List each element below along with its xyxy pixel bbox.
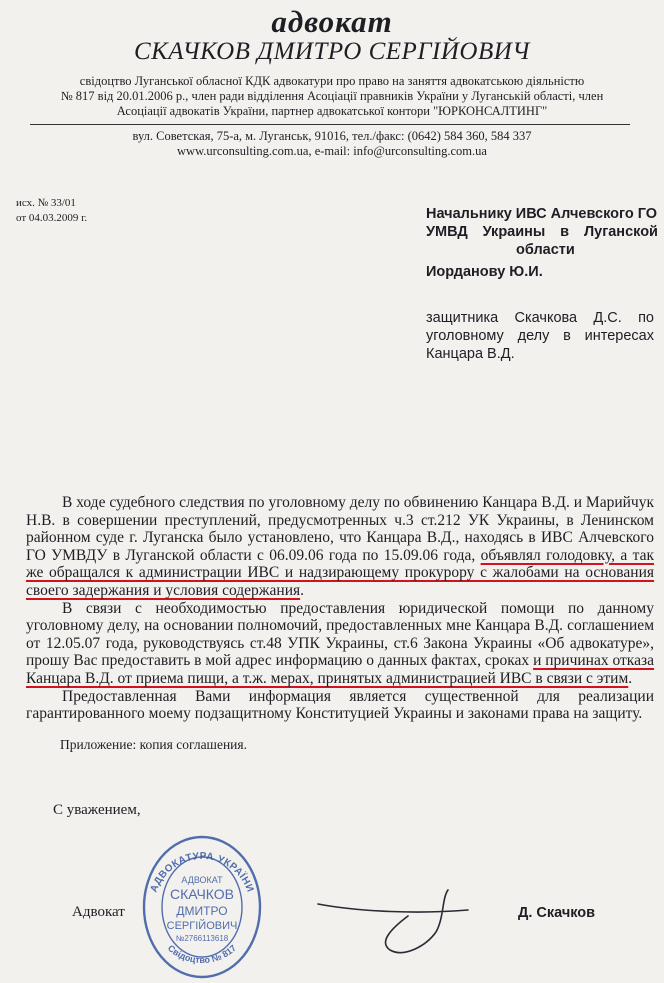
letterhead-name: СКАЧКОВ ДМИТРО СЕРГІЙОВИЧ — [133, 38, 531, 65]
reference-number: исх. № 33/01 — [16, 197, 76, 209]
outgoing-reference — [16, 196, 87, 226]
underlined-text: и причинах отказа Канцара В.Д. от приема пищи, а т.ж. мерах, принятых администрацией ИВС в связи с этим — [26, 652, 654, 687]
addressee-word: Луганской — [583, 224, 658, 240]
body-paragraph — [26, 600, 654, 688]
attachment-note: Приложение: копия соглашения. — [60, 737, 247, 752]
sender-block: защитника Скачкова Д.С. по уголовному делу в интересах Канцара В.Д. — [426, 310, 654, 362]
addressee-block — [426, 205, 658, 281]
addressee-line: области — [516, 242, 575, 258]
stamp-ring-top: АДВОКАТУРА УКРАЇНИ — [148, 850, 256, 894]
contact-address: вул. Советская, 75-а, м. Луганськ, 91016, тел./факс: (0642) 584 360, 584 337 — [132, 129, 532, 143]
stamp-ring-bottom: Свідоцтво № 817 — [165, 942, 239, 966]
letterhead-title: адвокат — [271, 4, 393, 39]
contact-web-email: www.urconsulting.com.ua, e-mail: info@urconsulting.com.ua — [177, 144, 487, 158]
body-text: В ходе судебного следствия по уголовному делу по обвинению Канцара В.Д. и Марийчук Н.В. в совершении преступлений, предусмотренных ч.3 ст.212 УК Украины, в Ленинском районном суде г. Луганска было установлено, что Канцара В.Д., находясь в ИВС Алчевского ГО УМВДУ в Луганской области с 06.09.06 года по 15.09.06 года, — [26, 494, 654, 564]
certificate-line: Асоціації адвокатів України, партнер адвокатської контори "ЮРКОНСАЛТИНГ" — [116, 104, 548, 118]
body-paragraph: Предоставленная Вами информация является существенной для реализации гарантированного моему подзащитному Конституцией Украины и законами права на защиту. — [26, 687, 654, 723]
letter-body — [26, 494, 654, 723]
addressee-word: в — [560, 224, 570, 240]
body-paragraph — [26, 494, 654, 600]
addressee-line — [426, 223, 658, 241]
certificate-line: № 817 від 20.01.2006 р., член ради відділення Асоціації правників України у Луганській області, член — [60, 89, 604, 103]
letterhead-certificate — [30, 74, 634, 119]
body-text: . — [300, 581, 304, 599]
body-text: . — [628, 669, 633, 687]
addressee-word: Украины — [482, 224, 546, 240]
addressee-line: Начальнику ИВС Алчевского ГО — [426, 206, 658, 222]
body-text: В связи с необходимостью предоставления юридической помощи по данному уголовному делу, на основании полномочий, предоставленных мне Канцара В.Д. соглашением от 12.05.07 года, руководствуясь ст.48 УПК Украины, ст.6 Закона Украины «Об адвокатуре», прошу Вас предоставить в мой адрес информацию о данных фактах, сроках — [26, 599, 654, 670]
addressee-word: УМВД — [426, 224, 468, 240]
stamp-line: ДМИТРО — [176, 904, 228, 918]
certificate-line: свідоцтво Луганської обласної КДК адвокатури про право на заняття адвокатською діяльністю — [79, 74, 585, 88]
stamp-line: АДВОКАТ — [181, 875, 223, 885]
closing-regards: С уважением, — [53, 802, 141, 818]
letterhead-contacts — [30, 129, 634, 159]
stamp-seal — [140, 833, 264, 981]
signer-role: Адвокат — [72, 904, 125, 920]
signer-name: Д. Скачков — [518, 905, 596, 921]
reference-date: от 04.03.2009 г. — [16, 212, 88, 224]
stamp-line: СКАЧКОВ — [169, 886, 235, 902]
letterhead-divider — [30, 124, 630, 125]
handwritten-signature — [300, 880, 520, 960]
addressee-name: Иорданову Ю.И. — [426, 264, 543, 280]
stamp-line: №2766113618 — [175, 934, 229, 943]
underlined-text: объявлял голодовку, а так же обращался к администрации ИВС и надзирающему прокурору с жалобами на основания своего задержания и условия содержания — [26, 546, 654, 599]
stamp-line: СЕРГІЙОВИЧ — [166, 920, 238, 932]
